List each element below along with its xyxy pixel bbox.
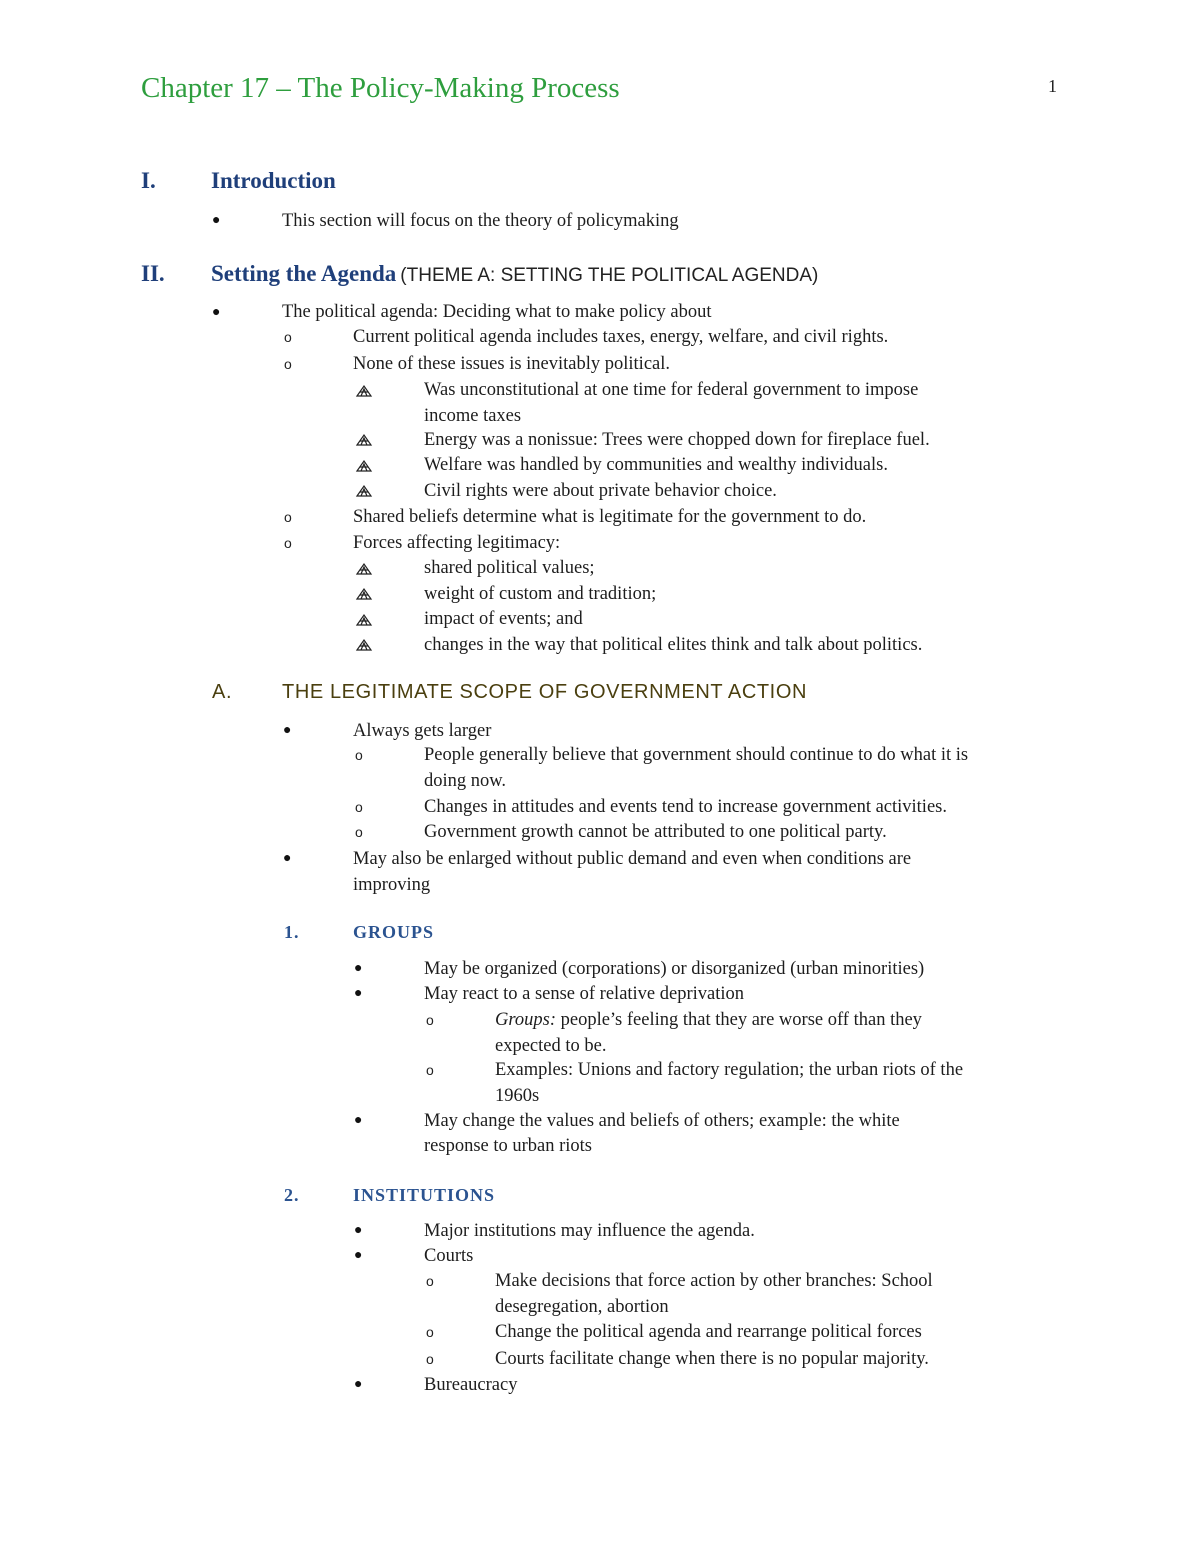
circle-bullet-icon: o xyxy=(426,1351,434,1367)
square-bullet-icon xyxy=(355,384,373,398)
square-bullet-icon xyxy=(355,459,373,473)
list-item: Courts facilitate change when there is no popular majority. xyxy=(495,1349,929,1369)
list-item: May react to a sense of relative deprivation xyxy=(424,984,745,1004)
list-item: weight of custom and tradition; xyxy=(424,584,657,604)
bullet-icon: ● xyxy=(354,961,363,976)
list-item: impact of events; and xyxy=(424,609,583,629)
list-item: Shared beliefs determine what is legitimate for the government to do. xyxy=(353,507,867,527)
list-item-continuation: response to urban riots xyxy=(424,1136,593,1156)
list-item: Examples: Unions and factory regulation; the urban riots of the xyxy=(495,1060,964,1080)
subsection-number: 1. xyxy=(284,922,300,942)
subsection-heading: GROUPS xyxy=(353,922,435,942)
bullet-icon: ● xyxy=(283,723,292,738)
circle-bullet-icon: o xyxy=(426,1273,434,1289)
list-item xyxy=(495,1008,922,1033)
bullet-icon: ● xyxy=(283,851,292,866)
list-item: Forces affecting legitimacy: xyxy=(353,533,561,553)
list-item: This section will focus on the theory of policymaking xyxy=(282,211,679,231)
bullet-icon: ● xyxy=(212,213,221,228)
bullet-icon: ● xyxy=(354,1223,363,1238)
list-item-continuation: improving xyxy=(353,875,431,895)
circle-bullet-icon: o xyxy=(355,824,363,840)
bullet-icon: ● xyxy=(354,1248,363,1263)
list-item: Civil rights were about private behavior choice. xyxy=(424,481,777,501)
square-bullet-icon xyxy=(355,613,373,627)
bullet-icon: ● xyxy=(354,1113,363,1128)
square-bullet-icon xyxy=(355,562,373,576)
list-item: The political agenda: Deciding what to make policy about xyxy=(282,302,712,322)
list-item: Change the political agenda and rearrange political forces xyxy=(495,1322,922,1342)
section-number: II. xyxy=(141,261,165,286)
subsection-number: 2. xyxy=(284,1185,300,1205)
section-heading xyxy=(211,261,818,287)
circle-bullet-icon: o xyxy=(284,356,292,372)
bullet-icon: ● xyxy=(212,305,221,320)
list-item: Energy was a nonissue: Trees were chopped down for fireplace fuel. xyxy=(424,430,930,450)
list-item: shared political values; xyxy=(424,558,595,578)
circle-bullet-icon: o xyxy=(284,535,292,551)
circle-bullet-icon: o xyxy=(355,799,363,815)
circle-bullet-icon: o xyxy=(284,509,292,525)
subsection-heading: THE LEGITIMATE SCOPE OF GOVERNMENT ACTION xyxy=(282,681,808,703)
square-bullet-icon xyxy=(355,484,373,498)
section-heading-theme: (THEME A: SETTING THE POLITICAL AGENDA) xyxy=(400,265,819,286)
list-item: Bureaucracy xyxy=(424,1375,518,1395)
list-item: Welfare was handled by communities and wealthy individuals. xyxy=(424,455,888,475)
square-bullet-icon xyxy=(355,587,373,601)
list-item: Government growth cannot be attributed to one political party. xyxy=(424,822,887,842)
list-item: Make decisions that force action by other branches: School xyxy=(495,1271,933,1291)
list-item: Courts xyxy=(424,1246,474,1266)
list-item: Changes in attitudes and events tend to increase government activities. xyxy=(424,797,947,817)
section-heading-title: Setting the Agenda xyxy=(211,261,397,286)
page-title: Chapter 17 – The Policy-Making Process xyxy=(141,72,620,104)
list-item-continuation: desegregation, abortion xyxy=(495,1297,669,1317)
emphasis: Groups: xyxy=(495,1010,556,1030)
list-item: Always gets larger xyxy=(353,721,492,741)
subsection-heading: INSTITUTIONS xyxy=(353,1185,496,1205)
circle-bullet-icon: o xyxy=(426,1324,434,1340)
circle-bullet-icon: o xyxy=(284,329,292,345)
list-item-continuation: 1960s xyxy=(495,1086,540,1106)
circle-bullet-icon: o xyxy=(355,747,363,763)
list-item: May change the values and beliefs of others; example: the white xyxy=(424,1111,900,1131)
list-item-continuation: expected to be. xyxy=(495,1036,607,1056)
list-item: None of these issues is inevitably political. xyxy=(353,354,671,374)
bullet-icon: ● xyxy=(354,1377,363,1392)
page-number: 1 xyxy=(1048,76,1057,96)
list-item-continuation: doing now. xyxy=(424,771,507,791)
circle-bullet-icon: o xyxy=(426,1012,434,1028)
list-item-continuation: income taxes xyxy=(424,406,522,426)
circle-bullet-icon: o xyxy=(426,1062,434,1078)
list-item: May also be enlarged without public demand and even when conditions are xyxy=(353,849,912,869)
list-item: changes in the way that political elites think and talk about politics. xyxy=(424,635,923,655)
section-heading: Introduction xyxy=(211,168,336,193)
square-bullet-icon xyxy=(355,638,373,652)
list-item: People generally believe that government should continue to do what it is xyxy=(424,745,969,765)
list-item: Current political agenda includes taxes, energy, welfare, and civil rights. xyxy=(353,327,889,347)
subsection-letter: A. xyxy=(212,681,233,703)
square-bullet-icon xyxy=(355,433,373,447)
list-item-text: people’s feeling that they are worse off than they xyxy=(555,1010,922,1030)
list-item: May be organized (corporations) or disorganized (urban minorities) xyxy=(424,959,925,979)
bullet-icon: ● xyxy=(354,986,363,1001)
section-number: I. xyxy=(141,168,156,193)
list-item: Was unconstitutional at one time for federal government to impose xyxy=(424,380,919,400)
list-item: Major institutions may influence the agenda. xyxy=(424,1221,755,1241)
